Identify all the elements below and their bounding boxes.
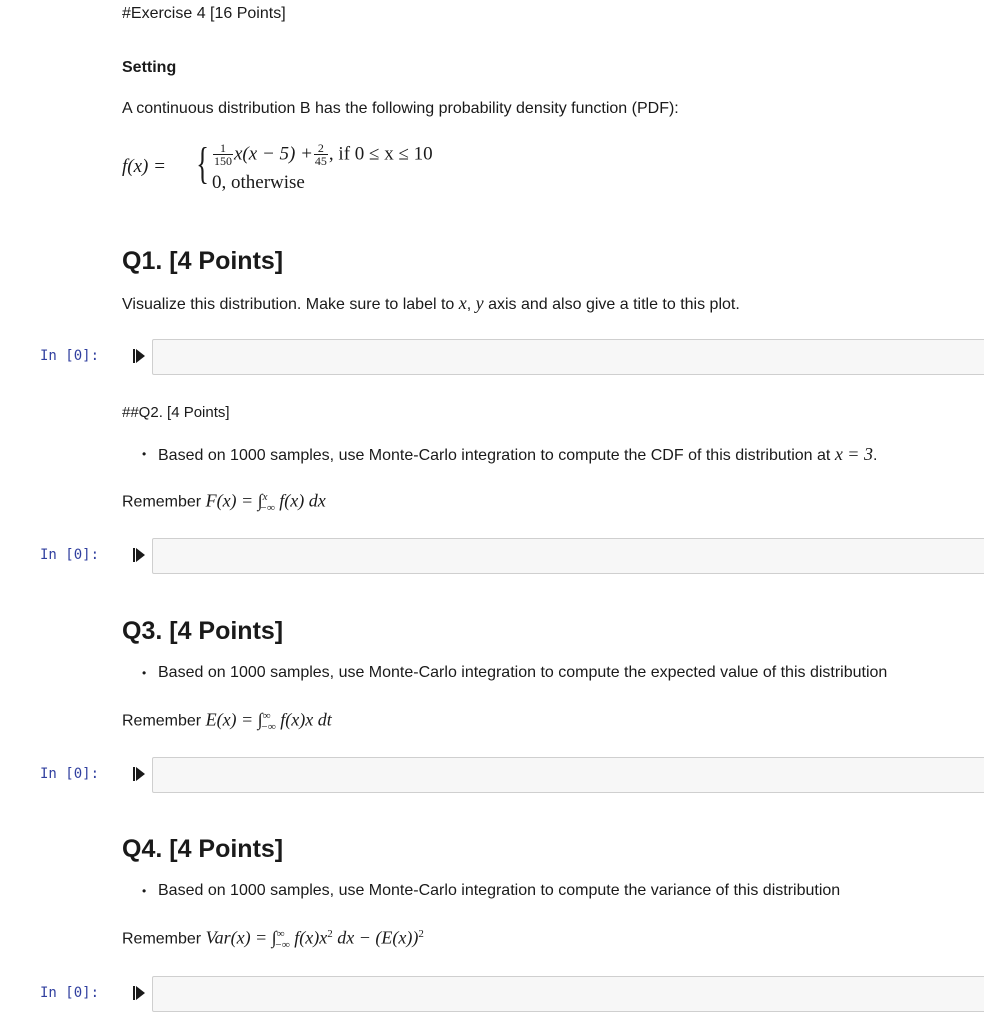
frac-1-150: $\frac{1}{150}$ [214, 141, 232, 168]
q4-remember: Remember $Var(x) = \int^\infty_{-\infty}$ $f(x)x^2$ dx − $(E(x))^2$ [122, 927, 424, 951]
code-cell-input[interactable] [152, 976, 984, 1012]
setting-text: A continuous distribution B has the following probability density function (PDF): [122, 100, 679, 117]
frac-2-45: $\frac{2}{45}$ [314, 141, 327, 168]
pdf-lhs: f(x) = [122, 156, 166, 177]
run-cell-icon[interactable] [133, 986, 145, 1000]
code-cell-input[interactable] [152, 339, 984, 375]
q2-bullet: Based on 1000 samples, use Monte-Carlo integration to compute the CDF of this distribution at x = 3. [158, 444, 878, 464]
setting-heading: Setting [122, 59, 177, 76]
q2-heading: ##Q2. [4 Points] [122, 404, 230, 421]
cell-prompt: In [0]: [40, 766, 100, 782]
brace-icon: { [196, 139, 209, 188]
q3-heading: Q3. [4 Points] [122, 617, 284, 645]
q4-bullet: Based on 1000 samples, use Monte-Carlo integration to compute the variance of this distribution [158, 882, 841, 899]
pdf-case-2: 0, otherwise [212, 172, 305, 193]
bullet-icon: • [142, 666, 147, 680]
cell-prompt: In [0]: [40, 985, 100, 1001]
exercise-title: #Exercise 4 [16 Points] [122, 5, 286, 22]
bullet-icon: • [142, 447, 147, 461]
q3-bullet: Based on 1000 samples, use Monte-Carlo integration to compute the expected value of this distribution [158, 664, 888, 681]
cell-prompt: In [0]: [40, 348, 100, 364]
q1-heading: Q1. [4 Points] [122, 247, 284, 275]
q4-heading: Q4. [4 Points] [122, 835, 284, 863]
cell-prompt: In [0]: [40, 547, 100, 563]
run-cell-icon[interactable] [133, 349, 145, 363]
pdf-case-1: $\frac{1}{150}$ x(x − 5) + $\frac{2}{45}$ , if 0 ≤ x ≤ 10 [214, 141, 433, 168]
q3-remember: Remember $E(x) = \int^\infty_{-\infty}$ f(x)x dt [122, 709, 332, 733]
q1-text: Visualize this distribution. Make sure to label to x, y axis and also give a title to this plot. [122, 293, 740, 313]
bullet-icon: • [142, 884, 147, 898]
run-cell-icon[interactable] [133, 548, 145, 562]
pdf-formula [122, 139, 542, 194]
q2-remember: Remember F(x) = ∫$^x_{-\infty}$ f(x) dx [122, 490, 326, 514]
run-cell-icon[interactable] [133, 767, 145, 781]
code-cell-input[interactable] [152, 757, 984, 793]
code-cell-input[interactable] [152, 538, 984, 574]
